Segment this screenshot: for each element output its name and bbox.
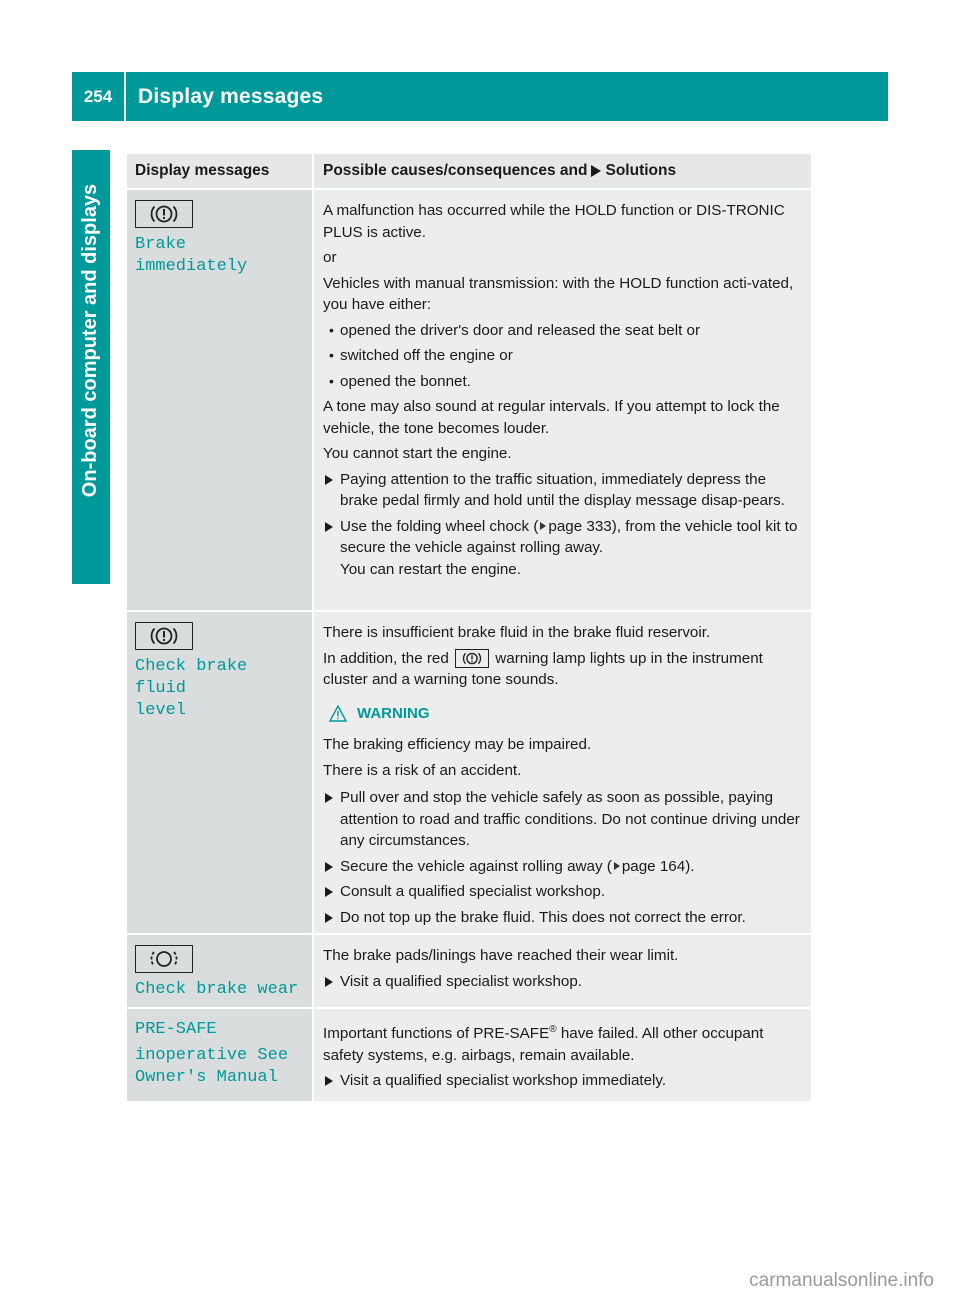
paragraph: A malfunction has occurred while the HOLD function or DIS-TRONIC PLUS is active. [323, 202, 785, 241]
action-step [323, 787, 805, 852]
step-note: You can restart the engine. [340, 560, 521, 578]
bullet-item: • opened the driver's door and released the seat belt or [323, 320, 805, 342]
display-message-text: level [135, 701, 187, 720]
column-header-messages: Display messages [127, 154, 314, 188]
page-title: Display messages [138, 84, 324, 108]
paragraph: Vehicles with manual transmission: with the HOLD function acti-vated, you have either: [323, 274, 794, 313]
page-number: 254 [72, 72, 126, 121]
brake-wear-icon [135, 945, 193, 973]
step-text: page 333), from the vehicle tool kit to secure the vehicle against rolling away. [340, 517, 798, 556]
paragraph-text: warning lamp lights up in the instrument cluster and a warning tone sounds. [323, 649, 763, 688]
action-step [323, 469, 805, 512]
paragraph: A tone may also sound at regular intervals. If you attempt to lock the vehicle, the tone becomes louder. [323, 398, 780, 437]
display-message-text: Check brake fluid [135, 657, 248, 698]
solution-cell [314, 190, 811, 610]
paragraph-text: Important functions of PRE-SAFE [323, 1025, 550, 1043]
step-text: Secure the vehicle against rolling away ( [340, 857, 612, 875]
step-arrow-icon [325, 475, 333, 485]
table-row [127, 935, 811, 1009]
warning-heading [329, 703, 805, 725]
step-text: Use the folding wheel chock ( [340, 517, 539, 535]
paragraph: You cannot start the engine. [323, 445, 512, 462]
step-text: Paying attention to the traffic situation, immediately depress the brake pedal firmly and hold until the display message disap-pears. [340, 470, 785, 509]
column-header-solutions-pre: Possible causes/consequences and [323, 162, 588, 179]
page-ref-icon [540, 522, 546, 530]
message-cell [127, 935, 314, 1007]
display-message-text: inoperative See [135, 1046, 289, 1065]
step-text: page 164). [621, 857, 695, 875]
display-message-text: Check brake wear [135, 980, 299, 999]
action-step [323, 881, 805, 903]
step-arrow-icon [325, 522, 333, 532]
action-step [323, 1070, 805, 1092]
paragraph: There is insufficient brake fluid in the brake fluid reservoir. [323, 624, 711, 641]
solution-cell [314, 1009, 811, 1101]
step-text: Visit a qualified specialist workshop. [340, 972, 582, 990]
paragraph-text: have failed. All other occupant safety systems, e.g. airbags, remain available. [323, 1025, 764, 1064]
paragraph [323, 1019, 805, 1066]
bullet-item: • switched off the engine or [323, 345, 805, 367]
column-header-solutions-post: Solutions [605, 162, 677, 179]
paragraph: The brake pads/linings have reached their wear limit. [323, 947, 679, 964]
message-cell [127, 612, 314, 933]
arrow-right-icon [591, 165, 601, 177]
paragraph-text: In addition, the red [323, 649, 449, 667]
action-step [323, 856, 805, 878]
side-tab-label: On-board computer and displays [79, 183, 102, 497]
step-text: Pull over and stop the vehicle safely as soon as possible, paying attention to road and traffic conditions. Do not continue driving under any circumstances. [340, 789, 800, 849]
action-step [323, 907, 805, 929]
step-text: Do not top up the brake fluid. This does not correct the error. [340, 908, 746, 926]
message-cell [127, 1009, 314, 1101]
table-row [127, 190, 811, 612]
step-arrow-icon [325, 913, 333, 923]
display-message-text: Owner's Manual [135, 1068, 278, 1087]
paragraph: The braking efficiency may be impaired. [323, 736, 592, 753]
paragraph: or [323, 249, 337, 266]
step-text: Visit a qualified specialist workshop immediately. [340, 1072, 667, 1090]
solution-cell [314, 612, 811, 933]
display-messages-table [127, 154, 811, 1101]
step-arrow-icon [325, 1076, 333, 1086]
side-tab-label-wrap [72, 150, 110, 530]
display-message-text: Brake immediately [135, 235, 248, 276]
step-arrow-icon [325, 887, 333, 897]
display-message-text: PRE-SAFE [135, 1020, 217, 1039]
watermark: carmanualsonline.info [749, 1270, 934, 1291]
table-row [127, 612, 811, 935]
action-step [323, 971, 805, 993]
step-text: Consult a qualified specialist workshop. [340, 883, 606, 900]
step-arrow-icon [325, 862, 333, 872]
brake-warning-icon [135, 622, 193, 650]
paragraph: There is a risk of an accident. [323, 761, 522, 779]
page-header [72, 72, 888, 121]
action-step [323, 516, 805, 581]
page-ref-icon [614, 862, 620, 870]
brake-warning-icon [135, 200, 193, 228]
message-cell [127, 190, 314, 610]
table-header [127, 154, 811, 190]
column-header-solutions [314, 154, 811, 188]
brake-warning-icon [455, 649, 489, 668]
paragraph [323, 648, 805, 691]
step-arrow-icon [325, 793, 333, 803]
warning-label: WARNING [357, 704, 430, 722]
registered-mark: ® [549, 1024, 557, 1035]
table-row [127, 1009, 811, 1101]
step-arrow-icon [325, 977, 333, 987]
warning-triangle-icon [329, 705, 347, 722]
solution-cell [314, 935, 811, 1007]
bullet-item: • opened the bonnet. [323, 371, 805, 393]
